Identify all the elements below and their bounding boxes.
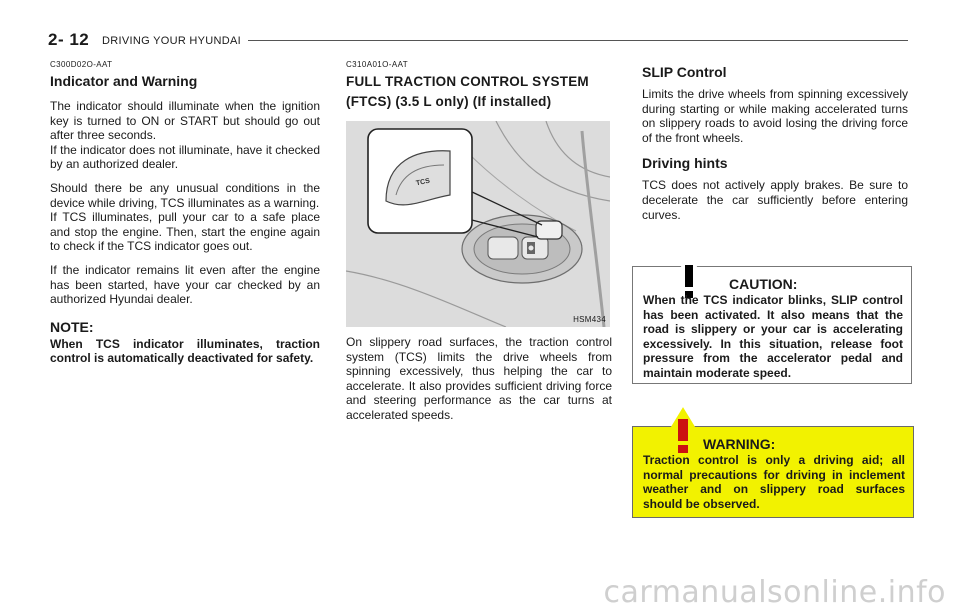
ftcs-paragraph: On slippery road surfaces, the traction control system (TCS) limits the drive wheels from spinning excessively, thus helping the car to accelerate. It also provides sufficient driving force and steering performance as the car turns at accelerated speeds. (346, 335, 612, 422)
indicator-paragraph-2a: Should there be any unusual conditions in the device while driving, TCS illuminates as a warning. (50, 180, 320, 210)
warning-text: Traction control is only a driving aid; all normal precautions for driving in inclement weather and on slippery road surfaces should be observed. (643, 453, 905, 511)
caution-box (632, 266, 912, 384)
caution-text: When the TCS indicator blinks, SLIP control has been activated. It also means that the road is slippery or your car is accelerating excessively. In this situation, release foot pressure from the accelerator pedal and maintain moderate speed. (643, 293, 903, 380)
watermark: carmanualsonline.info (603, 575, 946, 610)
section-code: C310A01O-AAT (346, 60, 409, 69)
right-column (642, 60, 908, 231)
driving-hints-heading: Driving hints (642, 155, 728, 172)
slip-control-heading: SLIP Control (642, 64, 727, 80)
caution-title: CAUTION: (729, 276, 798, 292)
warning-title: WARNING: (703, 436, 776, 452)
page-header (48, 30, 908, 52)
indicator-paragraph-2b: If TCS illuminates, pull your car to a safe place and stop the engine. Then, start the engine again to check if the TCS indicator goes out. (50, 210, 320, 254)
indicator-paragraph-3: If the indicator remains lit even after the engine has been started, have your car checked by an authorized Hyundai dealer. (50, 262, 320, 307)
left-column (50, 60, 320, 366)
header-rule (248, 40, 908, 41)
tcs-switch-illustration (346, 121, 610, 327)
figure-label: HSM434 (573, 315, 606, 324)
dashboard-drawing (346, 121, 610, 327)
note-title: NOTE: (50, 318, 94, 335)
section-code: C300D02O-AAT (50, 60, 113, 69)
indicator-paragraph-1b: If the indicator does not illuminate, have it checked by an authorized dealer. (50, 142, 320, 172)
ftcs-heading: FULL TRACTION CONTROL SYSTEM (FTCS) (3.5 L only) (If installed) (346, 74, 589, 109)
note-text: When TCS indicator illuminates, traction control is automatically deactivated for safety. (50, 336, 320, 366)
tcs-switch-label: TCS (415, 177, 431, 188)
middle-column (346, 60, 612, 432)
warning-box (632, 426, 914, 518)
slip-control-text: Limits the drive wheels from spinning excessively during starting or while making accelerated turns on slippery roads to avoid losing the driving force of the front wheels. (642, 87, 908, 145)
indicator-paragraph-1a: The indicator should illuminate when the ignition key is turned to ON or START but should go out after three seconds. (50, 99, 320, 143)
indicator-heading: Indicator and Warning (50, 73, 198, 89)
driving-hints-text: TCS does not actively apply brakes. Be sure to decelerate the car sufficiently before entering curves. (642, 178, 908, 222)
page-number: 2- 12 (48, 30, 90, 49)
section-title: DRIVING YOUR HYUNDAI (102, 35, 242, 47)
